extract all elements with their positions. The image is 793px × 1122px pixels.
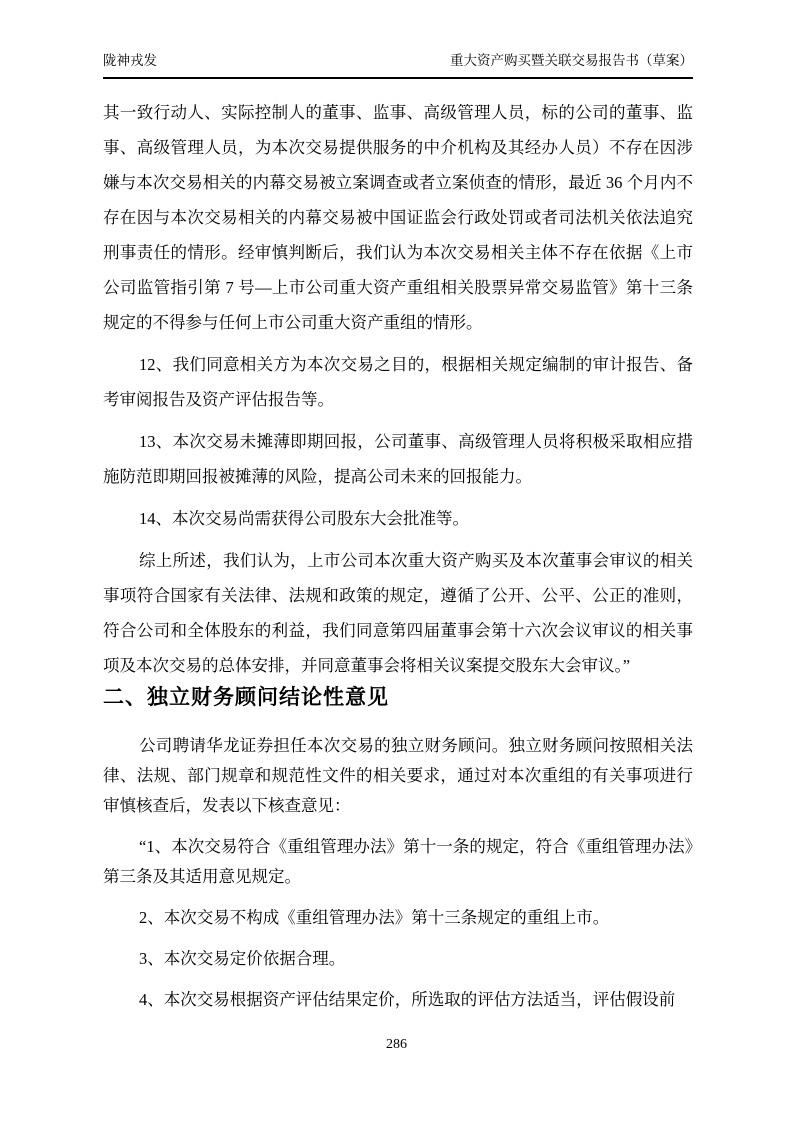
section-advisor-conclusion	[103, 731, 693, 1026]
header-document-title: 重大资产购买暨关联交易报告书（草案）	[450, 53, 693, 68]
body-paragraph: 12、我们同意相关方为本次交易之目的，根据相关规定编制的审计报告、备考审阅报告及资产评估报告等。	[103, 355, 693, 409]
section-review-opinions	[103, 95, 693, 690]
body-paragraph: 3、本次交易定价依据合理。	[139, 949, 346, 968]
body-paragraph: 13、本次交易未摊薄即期回报，公司董事、高级管理人员将积极采取相应措施防范即期回报被摊薄的风险，提高公司未来的回报能力。	[103, 432, 693, 486]
body-paragraph: 公司聘请华龙证券担任本次交易的独立财务顾问。独立财务顾问按照相关法律、法规、部门规章和规范性文件的相关要求，通过对本次重组的有关事项进行审慎核查后，发表以下核查意见：	[103, 736, 693, 815]
body-paragraph: 14、本次交易尚需获得公司股东大会批准等。	[139, 509, 469, 528]
header-company-name: 陇神戎发	[103, 53, 157, 68]
body-paragraph: “1、本次交易符合《重组管理办法》第十一条的规定，符合《重组管理办法》第三条及其适用意见规定。	[103, 837, 693, 886]
body-paragraph: 综上所述，我们认为，上市公司本次重大资产购买及本次董事会审议的相关事项符合国家有关法律、法规和政策的规定，遵循了公开、公平、公正的准则，符合公司和全体股东的利益，我们同意第四届董事会第十六次会议审议的相关事项及本次交易的总体安排，并同意董事会将相关议案提交股东大会审议。”	[103, 551, 693, 675]
body-paragraph: 其一致行动人、实际控制人的董事、监事、高级管理人员，标的公司的董事、监事、高级管理人员，为本次交易提供服务的中介机构及其经办人员）不存在因涉嫌与本次交易相关的内幕交易被立案调查或者立案侦查的情形，最近 36 个月内不存在因与本次交易相关的内幕交易被中国证监会行政处罚或者司法机关依法追究刑事责任的情形。经审慎判断后，我们认为本次交易相关主体不存在依据《上市公司监管指引第 7 号—上市公司重大资产重组相关股票异常交易监管》第十三条规定的不得参与任何上市公司重大资产重组的情形。	[103, 103, 693, 332]
section-heading: 二、独立财务顾问结论性意见	[103, 686, 389, 709]
page-number: 286	[386, 1037, 407, 1052]
body-paragraph: 4、本次交易根据资产评估结果定价，所选取的评估方法适当，评估假设前	[139, 990, 676, 1009]
body-paragraph: 2、本次交易不构成《重组管理办法》第十三条规定的重组上市。	[139, 908, 610, 927]
page-header	[103, 52, 693, 79]
